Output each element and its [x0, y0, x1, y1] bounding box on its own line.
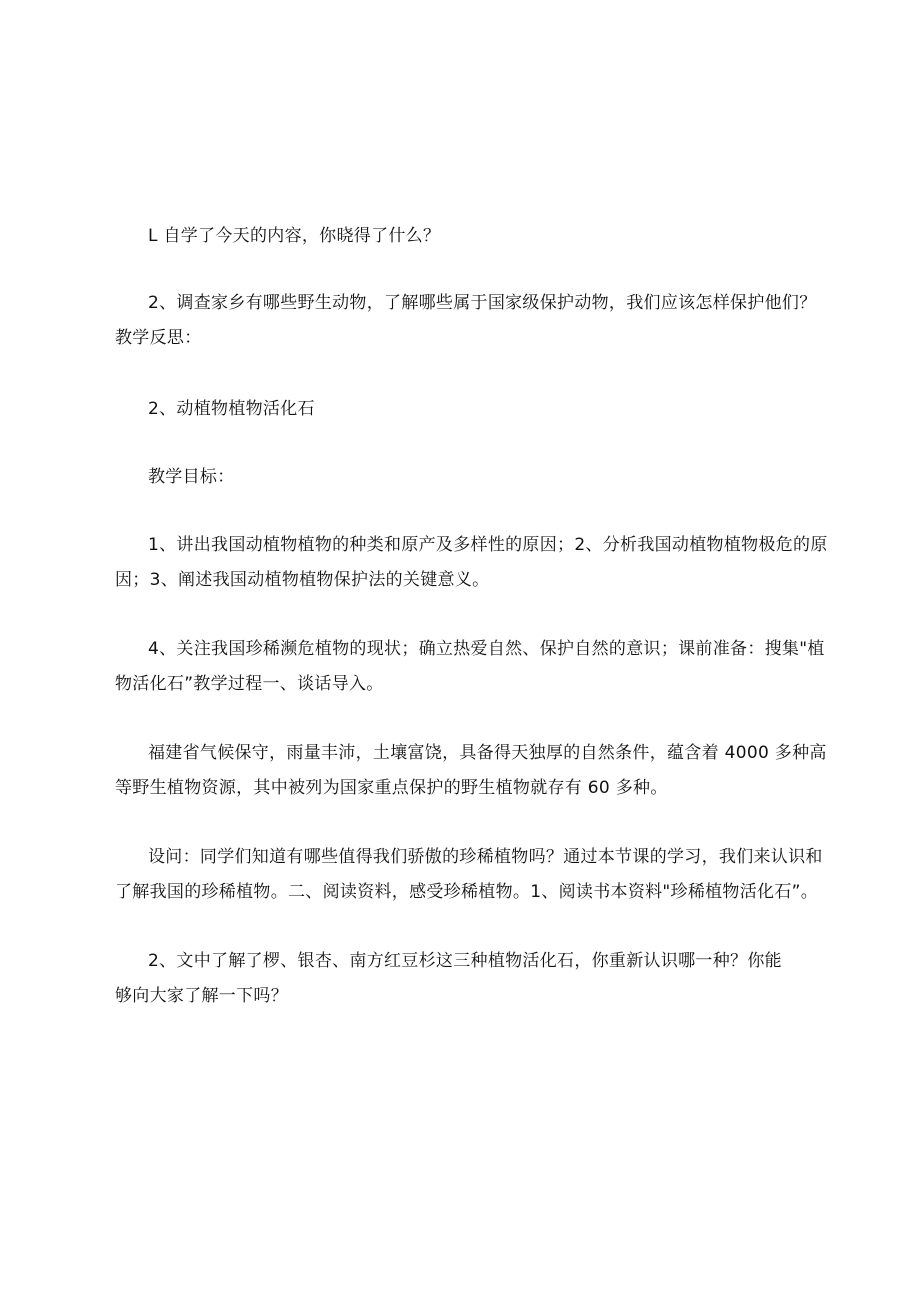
paragraph-line-7: 因；3、阐述我国动植物植物保护法的关键意义。 [115, 570, 490, 590]
paragraph-line-12: 设问：同学们知道有哪些值得我们骄傲的珍稀植物吗？通过本节课的学习，我们来认识和 [148, 847, 823, 867]
paragraph-line-3: 教学反思： [115, 328, 202, 348]
paragraph-line-11: 等野生植物资源，其中被列为国家重点保护的野生植物就存有 60 多种。 [115, 778, 668, 798]
paragraph-line-15: 够向大家了解一下吗？ [115, 986, 288, 1006]
subheading-goals: 教学目标： [148, 467, 235, 487]
paragraph-line-6: 1、讲出我国动植物植物的种类和原产及多样性的原因；2、分析我国动植物植物极危的原 [148, 535, 828, 555]
paragraph-line-1: L 自学了今天的内容，你晓得了什么？ [148, 226, 441, 246]
paragraph-line-9: 物活化石”教学过程一、谈话导入。 [115, 674, 384, 694]
section-heading: 2、动植物植物活化石 [148, 399, 315, 419]
paragraph-line-2: 2、调查家乡有哪些野生动物，了解哪些属于国家级保护动物，我们应该怎样保护他们？ [148, 293, 817, 313]
paragraph-line-13: 了解我国的珍稀植物。二、阅读资料，感受珍稀植物。1、阅读书本资料"珍稀植物活化石”。 [115, 882, 819, 902]
paragraph-line-8: 4、关注我国珍稀濒危植物的现状；确立热爱自然、保护自然的意识；课前准备：搜集"植 [148, 639, 825, 659]
paragraph-line-10: 福建省气候保守，雨量丰沛，土壤富饶，具备得天独厚的自然条件，蕴含着 4000 多种高 [148, 743, 827, 763]
paragraph-line-14: 2、文中了解了椤、银杏、南方红豆杉这三种植物活化石，你重新认识哪一种？你能 [148, 951, 782, 971]
